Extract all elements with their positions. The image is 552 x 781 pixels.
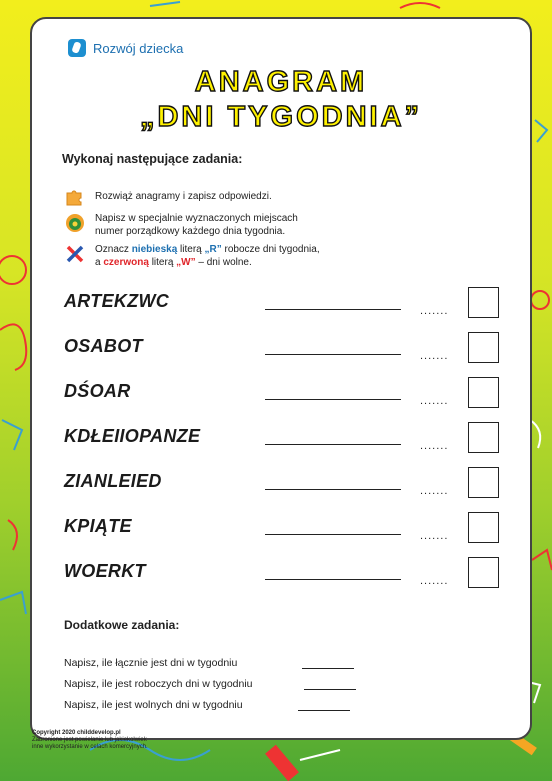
task-item-mark [64, 243, 320, 269]
task-3-text-b: literą [177, 244, 205, 255]
mark-box[interactable] [468, 377, 499, 408]
puzzle-icon [64, 186, 86, 208]
task-item-solve [64, 186, 272, 208]
answer-line[interactable] [265, 309, 401, 310]
anagram-row [32, 287, 530, 319]
mark-box[interactable] [468, 287, 499, 318]
task-2-line-2: numer porządkowy każdego dnia tygodnia. [95, 226, 286, 237]
worksheet-card [30, 17, 532, 740]
answer-line[interactable] [265, 444, 401, 445]
day-number-field[interactable]: ....... [420, 350, 449, 362]
anagram-row [32, 377, 530, 409]
day-number-field[interactable]: ....... [420, 530, 449, 542]
anagram-row [32, 467, 530, 499]
day-number-field[interactable]: ....... [420, 440, 449, 452]
task-2-line-1: Napisz w specjalnie wyznaczonych miejscach [95, 213, 298, 224]
anagram-row [32, 422, 530, 454]
anagram-word: KDŁEIIOPANZE [64, 426, 201, 446]
anagram-row [32, 557, 530, 589]
red-word: czerwoną [103, 257, 149, 268]
crossed-pencils-icon [64, 243, 86, 265]
task-3-text-c: robocze dni tygodnia, [221, 244, 320, 255]
title-line-2: „DNI TYGODNIA” [139, 101, 423, 133]
brand-name: Rozwój dziecka [93, 40, 184, 56]
child-logo-icon [68, 39, 86, 57]
letter-w: „W” [176, 257, 196, 268]
anagram-word: DŚOAR [64, 381, 131, 401]
task-3-text-f: – dni wolne. [195, 257, 252, 268]
flower-icon [64, 212, 86, 234]
answer-line[interactable] [304, 689, 356, 690]
extra-question-free: Napisz, ile jest wolnych dni w tygodniu [64, 699, 243, 711]
day-number-field[interactable]: ....... [420, 575, 449, 587]
task-3-text-e: literą [148, 257, 177, 268]
task-3-text-d: a [95, 257, 104, 268]
task-1-text: Rozwiąż anagramy i zapisz odpowiedzi. [95, 191, 272, 202]
title-line-1: ANAGRAM [194, 66, 368, 98]
extra-tasks-heading: Dodatkowe zadania: [64, 618, 180, 632]
mark-box[interactable] [468, 467, 499, 498]
anagram-row [32, 512, 530, 544]
task-3-text-a: Oznacz [95, 244, 132, 255]
copyright-line-1: Copyright 2020 childdevelop.pl [32, 730, 121, 736]
copyright-line-3: inne wykorzystanie w celach komercyjnych. [32, 744, 148, 750]
day-number-field[interactable]: ....... [420, 395, 449, 407]
anagram-row [32, 332, 530, 364]
answer-line[interactable] [302, 668, 354, 669]
extra-question-working: Napisz, ile jest roboczych dni w tygodniu [64, 678, 253, 690]
anagram-word: OSABOT [64, 336, 143, 356]
day-number-field[interactable]: ....... [420, 305, 449, 317]
mark-box[interactable] [468, 512, 499, 543]
extra-question-total: Napisz, ile łącznie jest dni w tygodniu [64, 657, 238, 669]
answer-line[interactable] [265, 579, 401, 580]
letter-r: „R” [204, 244, 222, 255]
answer-line[interactable] [265, 534, 401, 535]
blue-word: niebieską [131, 244, 178, 255]
answer-line[interactable] [265, 354, 401, 355]
anagram-word: WOERKT [64, 561, 146, 581]
instructions-heading: Wykonaj następujące zadania: [62, 152, 243, 166]
mark-box[interactable] [468, 332, 499, 363]
brand-logo [68, 39, 183, 57]
copyright-line-2: Zabronione jest powielanie lub jakiekolwiek [32, 737, 147, 743]
anagram-word: ARTEKZWC [64, 291, 170, 311]
answer-line[interactable] [265, 399, 401, 400]
task-item-number [64, 212, 298, 238]
anagram-word: KPIĄTE [64, 516, 132, 536]
mark-box[interactable] [468, 557, 499, 588]
answer-line[interactable] [298, 710, 350, 711]
copyright-note [32, 730, 148, 751]
mark-box[interactable] [468, 422, 499, 453]
anagram-word: ZIANLEIED [64, 471, 162, 491]
answer-line[interactable] [265, 489, 401, 490]
day-number-field[interactable]: ....... [420, 485, 449, 497]
